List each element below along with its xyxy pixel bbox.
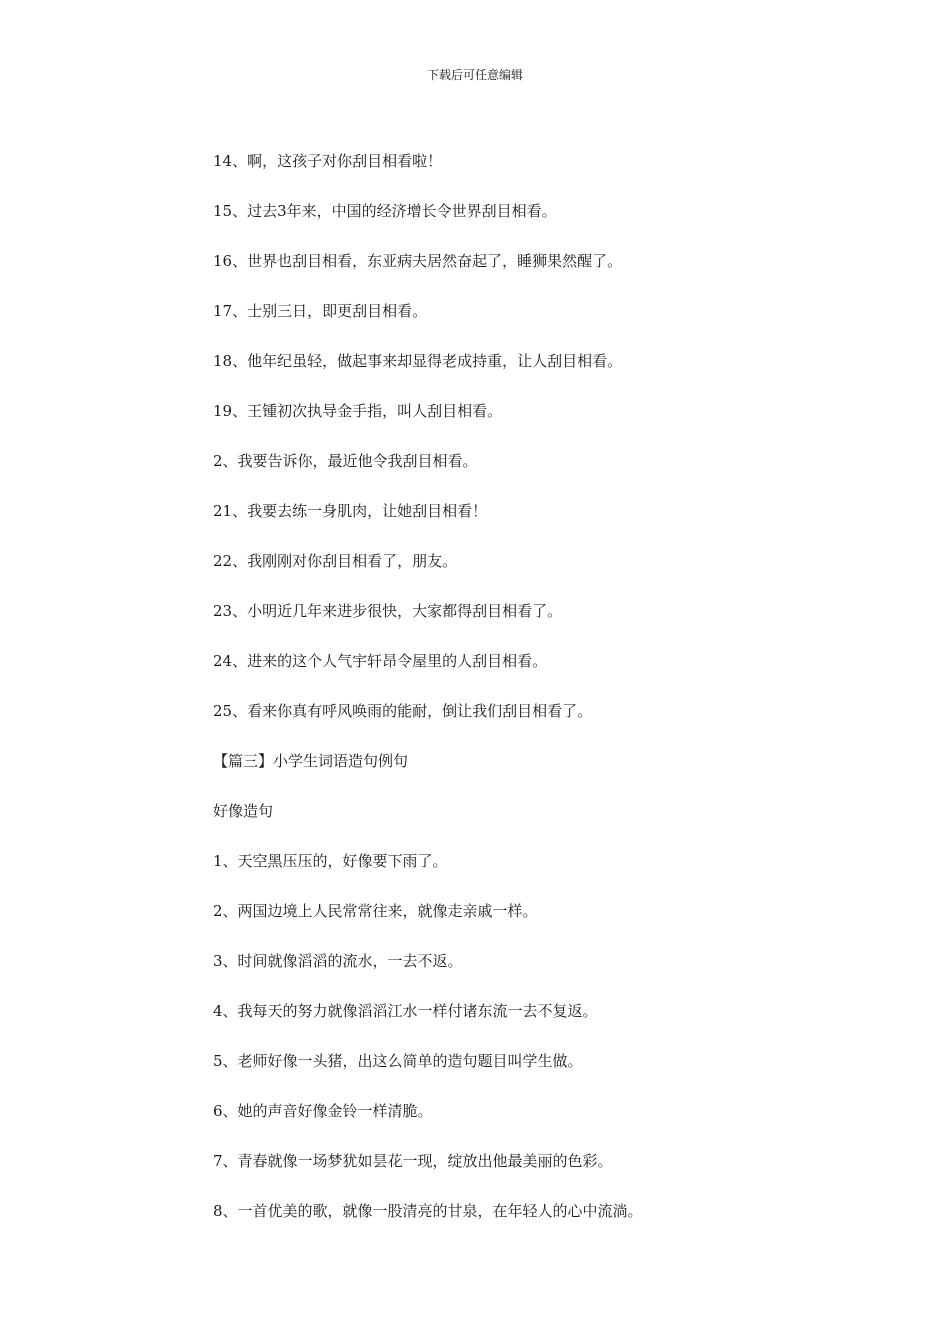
- sentence-8: 8、一首优美的歌，就像一股清亮的甘泉，在年轻人的心中流淌。: [213, 1202, 643, 1220]
- sentence-25: 25、看来你真有呼风唤雨的能耐，倒让我们刮目相看了。: [213, 702, 593, 720]
- subsection-heading: 好像造句: [213, 802, 274, 820]
- sentence-2-b: 2、两国边境上人民常常往来，就像走亲戚一样。: [213, 902, 538, 920]
- sentence-17: 17、士别三日，即更刮目相看。: [213, 302, 428, 320]
- sentence-23: 23、小明近几年来进步很快，大家都得刮目相看了。: [213, 602, 563, 620]
- sentence-4: 4、我每天的努力就像滔滔江水一样付诸东流一去不复返。: [213, 1002, 598, 1020]
- sentence-22: 22、我刚刚对你刮目相看了，朋友。: [213, 552, 458, 570]
- sentence-3: 3、时间就像滔滔的流水，一去不返。: [213, 952, 463, 970]
- sentence-21: 21、我要去练一身肌肉，让她刮目相看！: [213, 502, 488, 520]
- sentence-5: 5、老师好像一头猪，出这么简单的造句题目叫学生做。: [213, 1052, 583, 1070]
- sentence-24: 24、进来的这个人气宇轩昂令屋里的人刮目相看。: [213, 652, 548, 670]
- sentence-19: 19、王锺初次执导金手指，叫人刮目相看。: [213, 402, 503, 420]
- sentence-1: 1、天空黑压压的，好像要下雨了。: [213, 852, 448, 870]
- section-heading: 【篇三】小学生词语造句例句: [213, 752, 409, 770]
- sentence-18: 18、他年纪虽轻，做起事来却显得老成持重，让人刮目相看。: [213, 352, 623, 370]
- sentence-16: 16、世界也刮目相看，东亚病夫居然奋起了，睡狮果然醒了。: [213, 252, 623, 270]
- sentence-6: 6、她的声音好像金铃一样清脆。: [213, 1102, 433, 1120]
- document-body: [213, 147, 913, 1247]
- sentence-2-a: 2、我要告诉你，最近他令我刮目相看。: [213, 452, 478, 470]
- sentence-15: 15、过去3年来，中国的经济增长令世界刮目相看。: [213, 202, 557, 220]
- page-header: 下载后可任意编辑: [426, 68, 523, 82]
- sentence-7: 7、青春就像一场梦犹如昙花一现，绽放出他最美丽的色彩。: [213, 1152, 613, 1170]
- sentence-14: 14、啊，这孩子对你刮目相看啦！: [213, 152, 443, 170]
